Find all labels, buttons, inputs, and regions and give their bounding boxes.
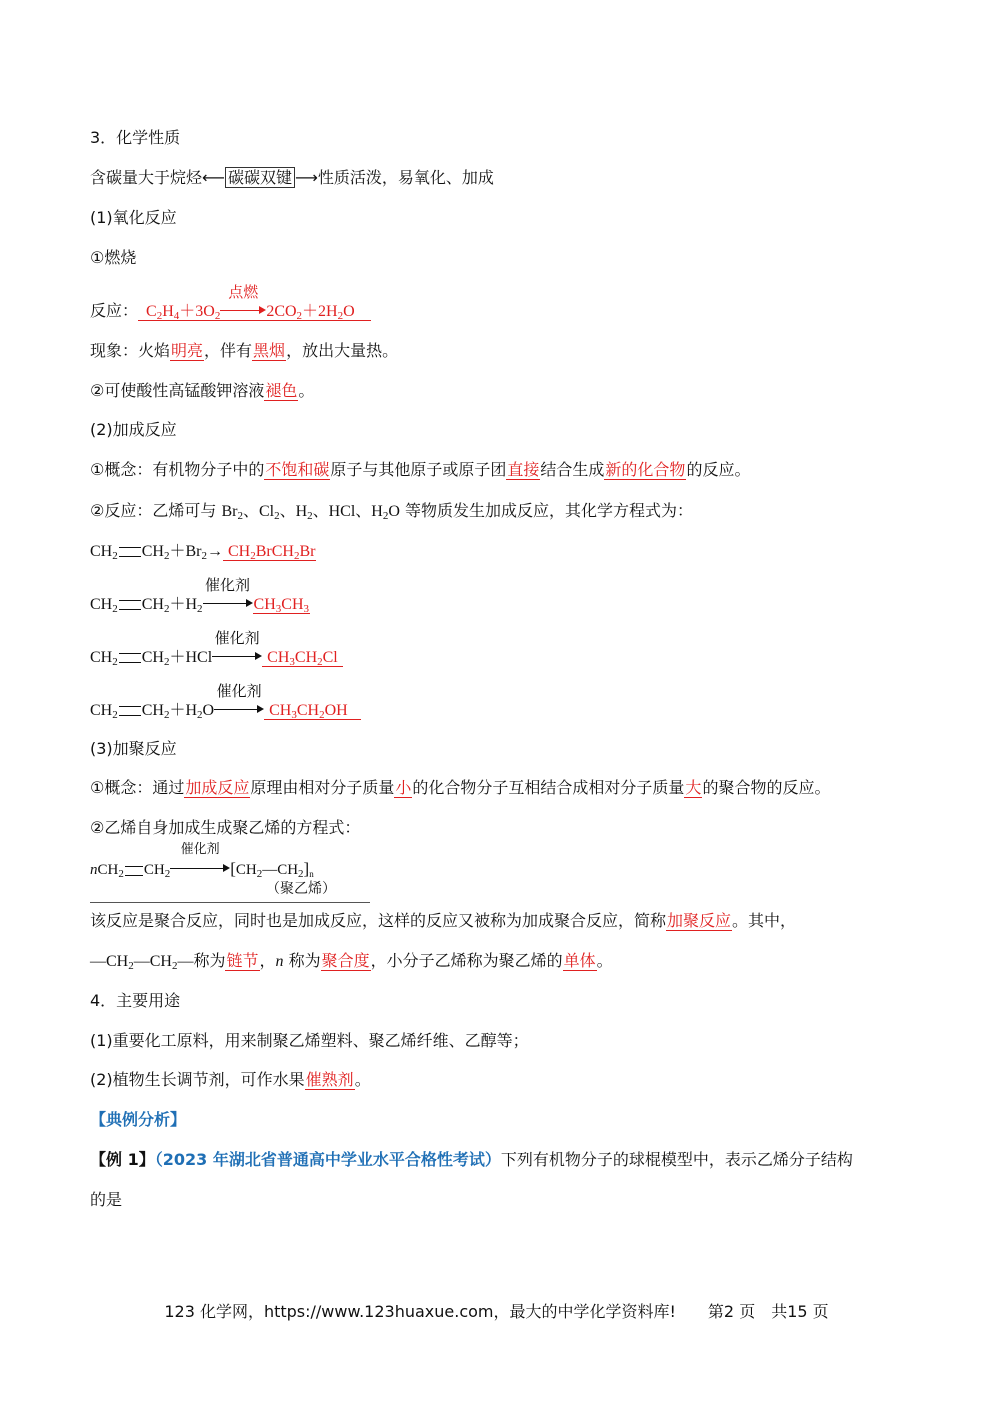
combustion-answer: $C_2H_4+3O_2$ 点燃 $2CO_2+2H_2O$ — [138, 283, 371, 322]
catalyst-arrow — [170, 862, 230, 874]
chain-unit-line: $—CH_2—CH_2—$称为链节，n 称为聚合度，小分子乙烯称为聚乙烯的单体。 — [90, 951, 613, 972]
section-heading-3: 3．化学性质 — [90, 128, 181, 147]
use-2: (2)植物生长调节剂，可作水果催熟剂。 — [90, 1070, 371, 1089]
reaction-arrow — [220, 304, 266, 316]
example-1: 【例 1】（2023 年湖北省普通高中学业水平合格性考试）下列有机物分子的球棍模型中，表示乙烯分子结构 — [90, 1150, 853, 1169]
right-arrow: ⟶ — [294, 168, 318, 187]
polymerization-eq-title: ②乙烯自身加成生成聚乙烯的方程式： — [90, 818, 361, 837]
combustion-title: ①燃烧 — [90, 248, 137, 267]
left-arrow: ⟵ — [202, 168, 225, 187]
polymerization-desc: 该反应是聚合反应，同时也是加成反应，这样的反应又被称为加成聚合反应，简称加聚反应。其中， — [90, 911, 797, 930]
polymerization-title: (3)加聚反应 — [90, 739, 177, 758]
section-heading-4: 4．主要用途 — [90, 991, 181, 1010]
polyethylene-equation: nCH$_2$ $CH_2$ 催化剂 $[CH_2—CH_2]_n$ （聚乙烯） — [90, 858, 370, 903]
polyethylene-label: （聚乙烯） — [266, 881, 336, 897]
equation-hcl: $CH_2$ $CH_2+HCl$ 催化剂 $CH_3CH_2Cl$ — [90, 629, 342, 668]
page-footer: 123 化学网，https://www.123huaxue.com，最大的中学化学资料库! 第2 页 共15 页 — [164, 1302, 829, 1321]
example-1-cont: 的是 — [90, 1190, 123, 1209]
example-section-title: 【典例分析】 — [90, 1110, 187, 1129]
catalyst-arrow — [212, 650, 262, 662]
catalyst-arrow — [214, 703, 264, 715]
addition-title: (2)加成反应 — [90, 420, 177, 439]
equation-h2: $CH_2$ $CH_2+H_2$ 催化剂 $CH_3CH_3$ — [90, 576, 309, 615]
kmno4-line: ②可使酸性高锰酸钾溶液褪色。 — [90, 381, 315, 400]
addition-reaction-intro: ②反应：乙烯可与 $Br_2$、$Cl_2$、$H_2$、HCl、$H_2O$ 等物质发生加成反应，其化学方程式为： — [90, 501, 694, 522]
polymerization-concept: ①概念：通过加成反应原理由相对分子质量小的化合物分子互相结合成相对分子质量大的聚合物的反应。 — [90, 778, 831, 797]
double-bond-box: 碳碳双键 — [225, 167, 295, 188]
phenomenon: 现象：火焰明亮，伴有黑烟，放出大量热。 — [90, 341, 399, 360]
equation-h2o: $CH_2$ $CH_2+H_2O$ 催化剂 $CH_3CH_2OH$ — [90, 682, 360, 721]
use-1: (1)重要化工原料，用来制聚乙烯塑料、聚乙烯纤维、乙醇等； — [90, 1031, 529, 1050]
addition-concept: ①概念：有机物分子中的不饱和碳原子与其他原子或原子团直接结合生成新的化合物的反应。 — [90, 460, 751, 479]
equation-br2: $CH_2$ $CH_2+Br_2\to$ $CH_2BrCH_2Br$ — [90, 543, 316, 562]
catalyst-arrow — [203, 597, 253, 609]
property-intro: 含碳量大于烷烃⟵ 碳碳双键 ⟶性质活泼，易氧化、加成 — [90, 168, 494, 187]
combustion-equation: 反应： $C_2H_4+3O_2$ 点燃 $2CO_2+2H_2O$ — [90, 283, 371, 322]
oxidation-title: (1)氧化反应 — [90, 208, 177, 227]
